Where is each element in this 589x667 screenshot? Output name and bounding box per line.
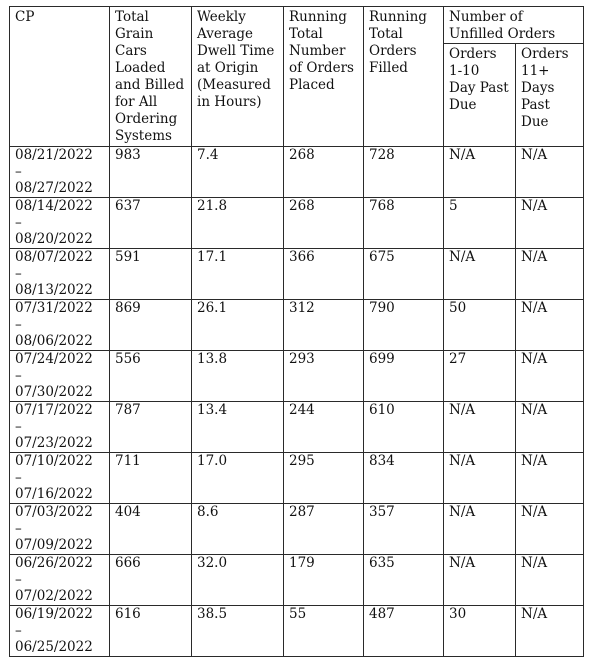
period-start: 07/31/2022	[15, 300, 93, 316]
cell-orders-placed: 244	[284, 402, 364, 453]
cell-total-grain-cars: 591	[110, 249, 192, 300]
table-row	[10, 555, 584, 606]
period-start: 07/03/2022	[15, 504, 93, 520]
cell-unfilled-11-plus: N/A	[516, 555, 584, 606]
cell-orders-filled: 635	[364, 555, 444, 606]
period-dash: –	[15, 622, 22, 639]
period-dash: –	[15, 214, 22, 231]
table-row	[10, 198, 584, 249]
period-end: 07/16/2022	[15, 486, 93, 502]
cell-cp-period	[10, 555, 110, 606]
period-start: 06/26/2022	[15, 555, 93, 571]
cell-unfilled-11-plus: N/A	[516, 606, 584, 657]
period-start: 07/10/2022	[15, 453, 93, 469]
period-end: 07/30/2022	[15, 384, 93, 400]
cell-unfilled-1-10: 5	[444, 198, 516, 249]
cell-unfilled-11-plus: N/A	[516, 300, 584, 351]
cell-orders-filled: 728	[364, 147, 444, 198]
cell-weekly-dwell: 17.1	[192, 249, 284, 300]
cell-orders-filled: 699	[364, 351, 444, 402]
cell-total-grain-cars: 404	[110, 504, 192, 555]
cell-orders-placed: 366	[284, 249, 364, 300]
period-dash: –	[15, 265, 22, 282]
cell-unfilled-1-10: 27	[444, 351, 516, 402]
cell-cp-period	[10, 300, 110, 351]
header-unfilled-group: Number of Unfilled Orders	[444, 7, 584, 44]
period-dash: –	[15, 520, 22, 537]
period-end: 07/02/2022	[15, 588, 93, 604]
period-end: 08/27/2022	[15, 180, 93, 196]
period-start: 06/19/2022	[15, 606, 93, 622]
cell-cp-period	[10, 402, 110, 453]
cell-cp-period	[10, 198, 110, 249]
header-weekly-dwell: Weekly Average Dwell Time at Origin (Measured in Hours)	[192, 7, 284, 147]
cell-weekly-dwell: 26.1	[192, 300, 284, 351]
cell-weekly-dwell: 8.6	[192, 504, 284, 555]
cell-unfilled-11-plus: N/A	[516, 198, 584, 249]
cell-orders-placed: 293	[284, 351, 364, 402]
cell-unfilled-11-plus: N/A	[516, 351, 584, 402]
cell-orders-placed: 55	[284, 606, 364, 657]
cell-unfilled-1-10: N/A	[444, 147, 516, 198]
period-dash: –	[15, 469, 22, 486]
cell-cp-period	[10, 453, 110, 504]
period-start: 07/24/2022	[15, 351, 93, 367]
cell-orders-placed: 179	[284, 555, 364, 606]
cell-unfilled-11-plus: N/A	[516, 453, 584, 504]
period-start: 08/21/2022	[15, 147, 93, 163]
header-orders-placed: Running Total Number of Orders Placed	[284, 7, 364, 147]
cell-orders-placed: 268	[284, 198, 364, 249]
header-unfilled-11-plus: Orders 11+ Days Past Due	[516, 44, 584, 147]
cell-orders-filled: 768	[364, 198, 444, 249]
table-row	[10, 147, 584, 198]
table-row	[10, 300, 584, 351]
cell-unfilled-1-10: 30	[444, 606, 516, 657]
table-row	[10, 606, 584, 657]
cell-orders-filled: 675	[364, 249, 444, 300]
cell-total-grain-cars: 983	[110, 147, 192, 198]
cell-unfilled-1-10: N/A	[444, 249, 516, 300]
header-unfilled-1-10: Orders 1-10 Day Past Due	[444, 44, 516, 147]
cell-total-grain-cars: 666	[110, 555, 192, 606]
table-body	[10, 147, 584, 657]
table-row	[10, 249, 584, 300]
cell-unfilled-11-plus: N/A	[516, 147, 584, 198]
cell-unfilled-11-plus: N/A	[516, 249, 584, 300]
table-row	[10, 504, 584, 555]
table-row	[10, 453, 584, 504]
cell-weekly-dwell: 38.5	[192, 606, 284, 657]
header-cp: CP	[10, 7, 110, 147]
period-start: 07/17/2022	[15, 402, 93, 418]
cell-cp-period	[10, 606, 110, 657]
cell-orders-placed: 312	[284, 300, 364, 351]
cell-total-grain-cars: 869	[110, 300, 192, 351]
table-row	[10, 351, 584, 402]
cell-cp-period	[10, 147, 110, 198]
cell-weekly-dwell: 17.0	[192, 453, 284, 504]
cell-unfilled-11-plus: N/A	[516, 504, 584, 555]
cell-cp-period	[10, 504, 110, 555]
cell-orders-filled: 487	[364, 606, 444, 657]
period-dash: –	[15, 316, 22, 333]
header-total-grain-cars: Total Grain Cars Loaded and Billed for All Ordering Systems	[110, 7, 192, 147]
cell-total-grain-cars: 711	[110, 453, 192, 504]
cell-weekly-dwell: 13.8	[192, 351, 284, 402]
period-end: 07/23/2022	[15, 435, 93, 451]
cell-unfilled-1-10: N/A	[444, 504, 516, 555]
period-end: 06/25/2022	[15, 639, 93, 655]
cell-orders-filled: 834	[364, 453, 444, 504]
cell-orders-placed: 295	[284, 453, 364, 504]
cell-weekly-dwell: 21.8	[192, 198, 284, 249]
cell-total-grain-cars: 556	[110, 351, 192, 402]
grain-car-table	[9, 6, 584, 657]
cell-weekly-dwell: 32.0	[192, 555, 284, 606]
cell-unfilled-1-10: N/A	[444, 555, 516, 606]
period-dash: –	[15, 367, 22, 384]
period-end: 08/13/2022	[15, 282, 93, 298]
period-dash: –	[15, 163, 22, 180]
cell-cp-period	[10, 351, 110, 402]
cell-unfilled-1-10: N/A	[444, 453, 516, 504]
period-end: 07/09/2022	[15, 537, 93, 553]
cell-orders-filled: 610	[364, 402, 444, 453]
cell-cp-period	[10, 249, 110, 300]
period-dash: –	[15, 418, 22, 435]
table-row	[10, 402, 584, 453]
period-start: 08/14/2022	[15, 198, 93, 214]
cell-total-grain-cars: 616	[110, 606, 192, 657]
cell-weekly-dwell: 7.4	[192, 147, 284, 198]
cell-weekly-dwell: 13.4	[192, 402, 284, 453]
cell-total-grain-cars: 637	[110, 198, 192, 249]
cell-unfilled-1-10: N/A	[444, 402, 516, 453]
period-dash: –	[15, 571, 22, 588]
period-start: 08/07/2022	[15, 249, 93, 265]
header-orders-filled: Running Total Orders Filled	[364, 7, 444, 147]
header-row-top	[10, 7, 584, 44]
cell-orders-filled: 357	[364, 504, 444, 555]
period-end: 08/06/2022	[15, 333, 93, 349]
cell-orders-placed: 268	[284, 147, 364, 198]
cell-unfilled-11-plus: N/A	[516, 402, 584, 453]
cell-orders-filled: 790	[364, 300, 444, 351]
cell-unfilled-1-10: 50	[444, 300, 516, 351]
period-end: 08/20/2022	[15, 231, 93, 247]
cell-total-grain-cars: 787	[110, 402, 192, 453]
cell-orders-placed: 287	[284, 504, 364, 555]
